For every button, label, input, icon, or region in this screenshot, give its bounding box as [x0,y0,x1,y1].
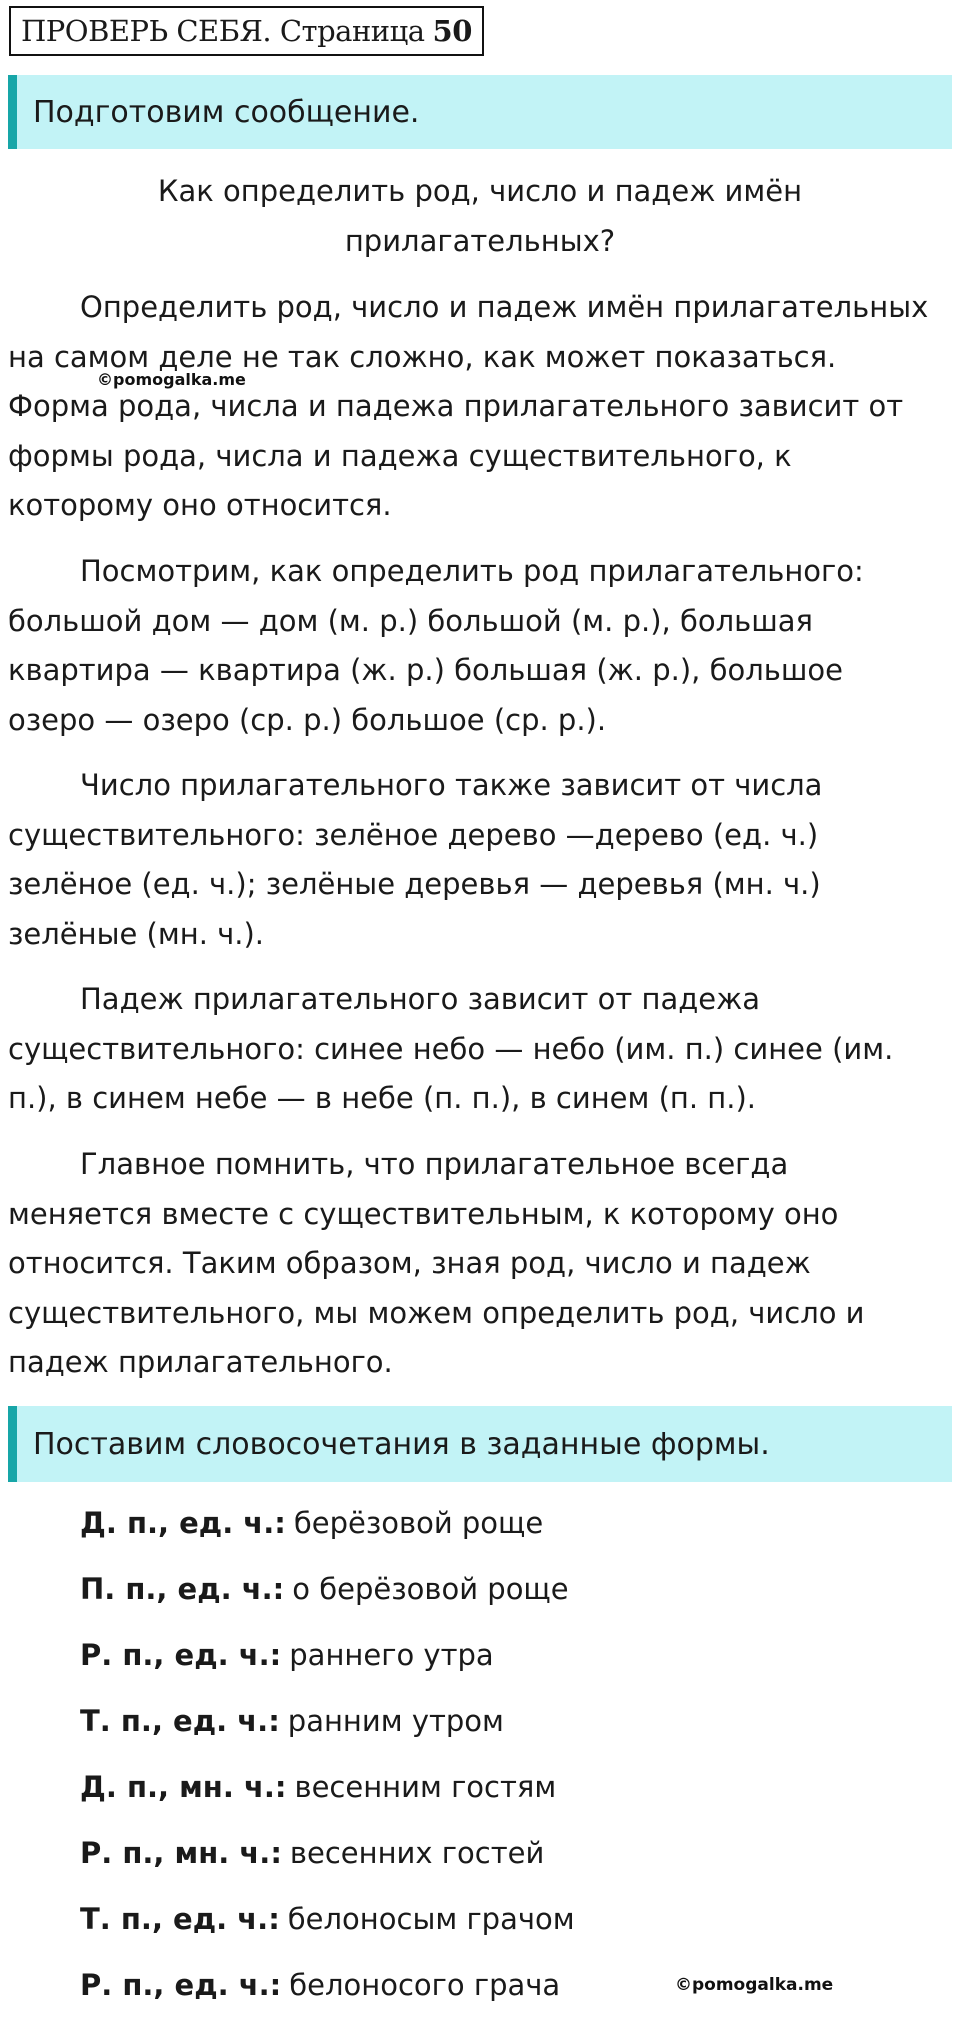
list-item [80,1496,575,1562]
section-banner-put-phrases [8,1406,952,1482]
paragraph-case: Падеж прилагательного зависит от падежа существительного: синее небо — небо (им. п.) синее (им. п.), в синем небе — в небе (п. п.), в синем (п. п.). [8,982,894,1115]
list-item [80,1958,575,2024]
paragraph-conclusion: Главное помнить, что прилагательное всегда меняется вместе с существительным, к которому оно относится. Таким образом, зная род, число и падеж существительного, мы можем определить род, число и падеж прилагательного. [8,1147,865,1379]
case-label: П. п., ед. ч.: [80,1572,285,1606]
phrase-forms-list [80,1496,575,2024]
list-item [80,1892,575,1958]
phrase-text: весенним гостям [294,1770,557,1804]
watermark: ©pomogalka.me [675,1975,834,1995]
section-banner-prepare-message [8,75,952,149]
page-number: 50 [432,14,472,48]
phrase-text: раннего утра [289,1638,494,1672]
question-heading: Как определить род, число и падеж имён прилагательных? [157,174,803,258]
phrase-text: белоносым грачом [287,1902,575,1936]
phrase-text: белоносого грача [289,1968,561,2002]
list-item [80,1760,575,1826]
phrase-text: весенних гостей [289,1836,545,1870]
phrase-text: о берёзовой роще [292,1572,569,1606]
paragraph-intro: Определить род, число и падеж имён прилагательных на самом деле не так сложно, как может показаться. Форма рода, числа и падежа прилагательного зависит от формы рода, числа и падежа существительного, к которому оно относится. [8,290,929,522]
banner-text: Поставим словосочетания в заданные формы. [33,1426,770,1462]
case-label: Д. п., мн. ч.: [80,1770,287,1804]
watermark: ©pomogalka.me [97,370,246,389]
phrase-text: ранним утром [287,1704,504,1738]
phrase-text: берёзовой роще [293,1506,544,1540]
case-label: Т. п., ед. ч.: [80,1902,280,1936]
list-item [80,1628,575,1694]
case-label: Д. п., ед. ч.: [80,1506,286,1540]
banner-text: Подготовим сообщение. [33,94,420,130]
page-title [9,6,484,56]
page-title-text: ПРОВЕРЬ СЕБЯ. Страница [21,14,425,48]
case-label: Т. п., ед. ч.: [80,1704,280,1738]
case-label: Р. п., мн. ч.: [80,1836,282,1870]
list-item [80,1694,575,1760]
case-label: Р. п., ед. ч.: [80,1968,282,2002]
paragraph-gender: Посмотрим, как определить род прилагательного: большой дом — дом (м. р.) большой (м. р.), большая квартира — квартира (ж. р.) большая (ж. р.), большое озеро — озеро (ср. р.) большое (ср. р.). [8,554,864,737]
list-item [80,1826,575,1892]
case-label: Р. п., ед. ч.: [80,1638,282,1672]
list-item [80,1562,575,1628]
paragraph-number: Число прилагательного также зависит от числа существительного: зелёное дерево —дерево (ед. ч.) зелёное (ед. ч.); зелёные деревья — деревья (мн. ч.) зелёные (мн. ч.). [8,768,823,951]
